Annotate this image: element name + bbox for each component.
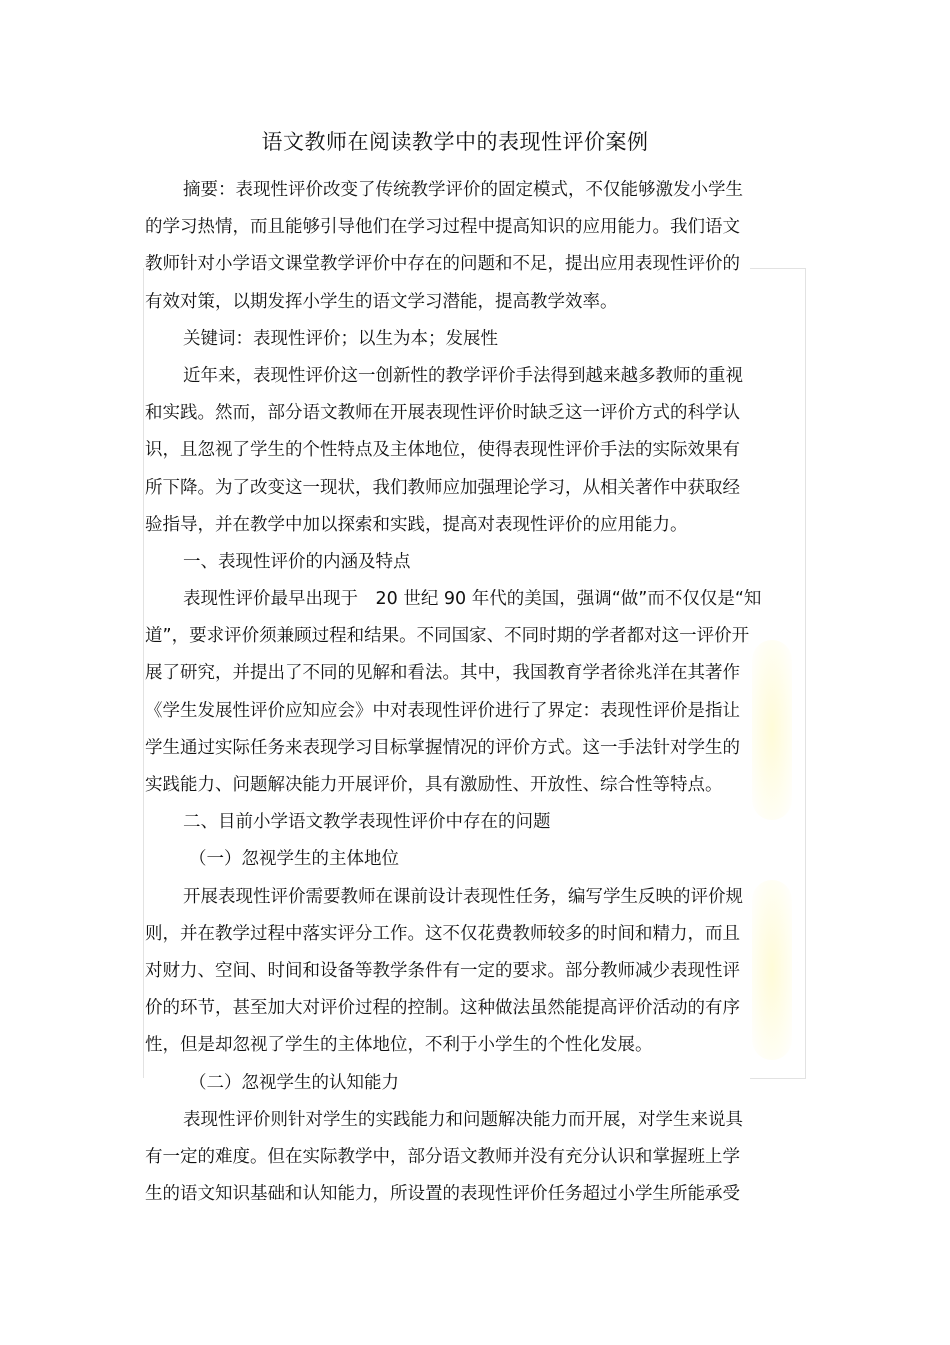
document-body: [145, 172, 762, 1213]
text-line: 有一定的难度。但在实际教学中，部分语文教师并没有充分认识和掌握班上学: [145, 1146, 740, 1167]
text-line: 关键词：表现性评价；以生为本；发展性: [183, 328, 498, 349]
text-line: 则，并在教学过程中落实评分工作。这不仅花费教师较多的时间和精力，而且: [145, 923, 740, 944]
frame-border-right: [805, 268, 806, 1078]
watermark-glow: [752, 880, 792, 1060]
text-line: 近年来，表现性评价这一创新性的教学评价手法得到越来越多教师的重视: [183, 365, 743, 386]
text-line: 展了研究，并提出了不同的见解和看法。其中，我国教育学者徐兆洋在其著作: [145, 663, 740, 684]
text-line: 性，但是却忽视了学生的主体地位，不利于小学生的个性化发展。: [145, 1035, 653, 1056]
watermark-glow: [752, 640, 792, 820]
document-title: 语文教师在阅读教学中的表现性评价案例: [261, 130, 649, 154]
text-line: 摘要：表现性评价改变了传统教学评价的固定模式，不仅能够激发小学生: [183, 180, 743, 200]
text-line: 《学生发展性评价应知应会》中对表现性评价进行了界定：表现性评价是指让: [145, 700, 740, 721]
frame-border-left: [143, 268, 144, 1078]
text-line: 一、表现性评价的内涵及特点: [183, 551, 411, 572]
text-line: 识，且忽视了学生的个性特点及主体地位，使得表现性评价手法的实际效果有: [145, 440, 740, 461]
text-line: 对财力、空间、时间和设备等教学条件有一定的要求。部分教师减少表现性评: [145, 960, 740, 981]
text-line: 道”，要求评价须兼顾过程和结果。不同国家、不同时期的学者都对这一评价开: [145, 626, 750, 647]
frame-border-bottom: [750, 1078, 806, 1079]
text-line: 所下降。为了改变这一现状，我们教师应加强理论学习，从相关著作中获取经: [145, 477, 740, 498]
text-line: （一）忽视学生的主体地位: [189, 849, 399, 870]
text-line: 教师针对小学语文课堂教学评价中存在的问题和不足，提出应用表现性评价的: [145, 254, 740, 275]
text-line: 生的语文知识基础和认知能力，所设置的表现性评价任务超过小学生所能承受: [145, 1184, 740, 1205]
text-line: 表现性评价则针对学生的实践能力和问题解决能力而开展，对学生来说具: [183, 1109, 743, 1130]
text-line: （二）忽视学生的认知能力: [189, 1072, 399, 1093]
text-line: 和实践。然而，部分语文教师在开展表现性评价时缺乏这一评价方式的科学认: [145, 403, 740, 424]
frame-border-top: [750, 268, 806, 269]
text-line: 二、目前小学语文教学表现性评价中存在的问题: [183, 812, 551, 833]
text-line: 学生通过实际任务来表现学习目标掌握情况的评价方式。这一手法针对学生的: [145, 737, 740, 758]
text-line: 价的环节，甚至加大对评价过程的控制。这种做法虽然能提高评价活动的有序: [145, 998, 740, 1019]
text-line: 验指导，并在教学中加以探索和实践，提高对表现性评价的应用能力。: [145, 514, 688, 535]
text-line: 开展表现性评价需要教师在课前设计表现性任务，编写学生反映的评价规: [183, 886, 743, 907]
text-line: 表现性评价最早出现于 20 世纪 90 年代的美国，强调“做”而不仅仅是“知: [183, 589, 762, 610]
text-line: 的学习热情，而且能够引导他们在学习过程中提高知识的应用能力。我们语文: [145, 217, 740, 238]
text-line: 实践能力、问题解决能力开展评价，具有激励性、开放性、综合性等特点。: [145, 775, 723, 795]
text-line: 有效对策，以期发挥小学生的语文学习潜能，提高教学效率。: [145, 291, 618, 312]
